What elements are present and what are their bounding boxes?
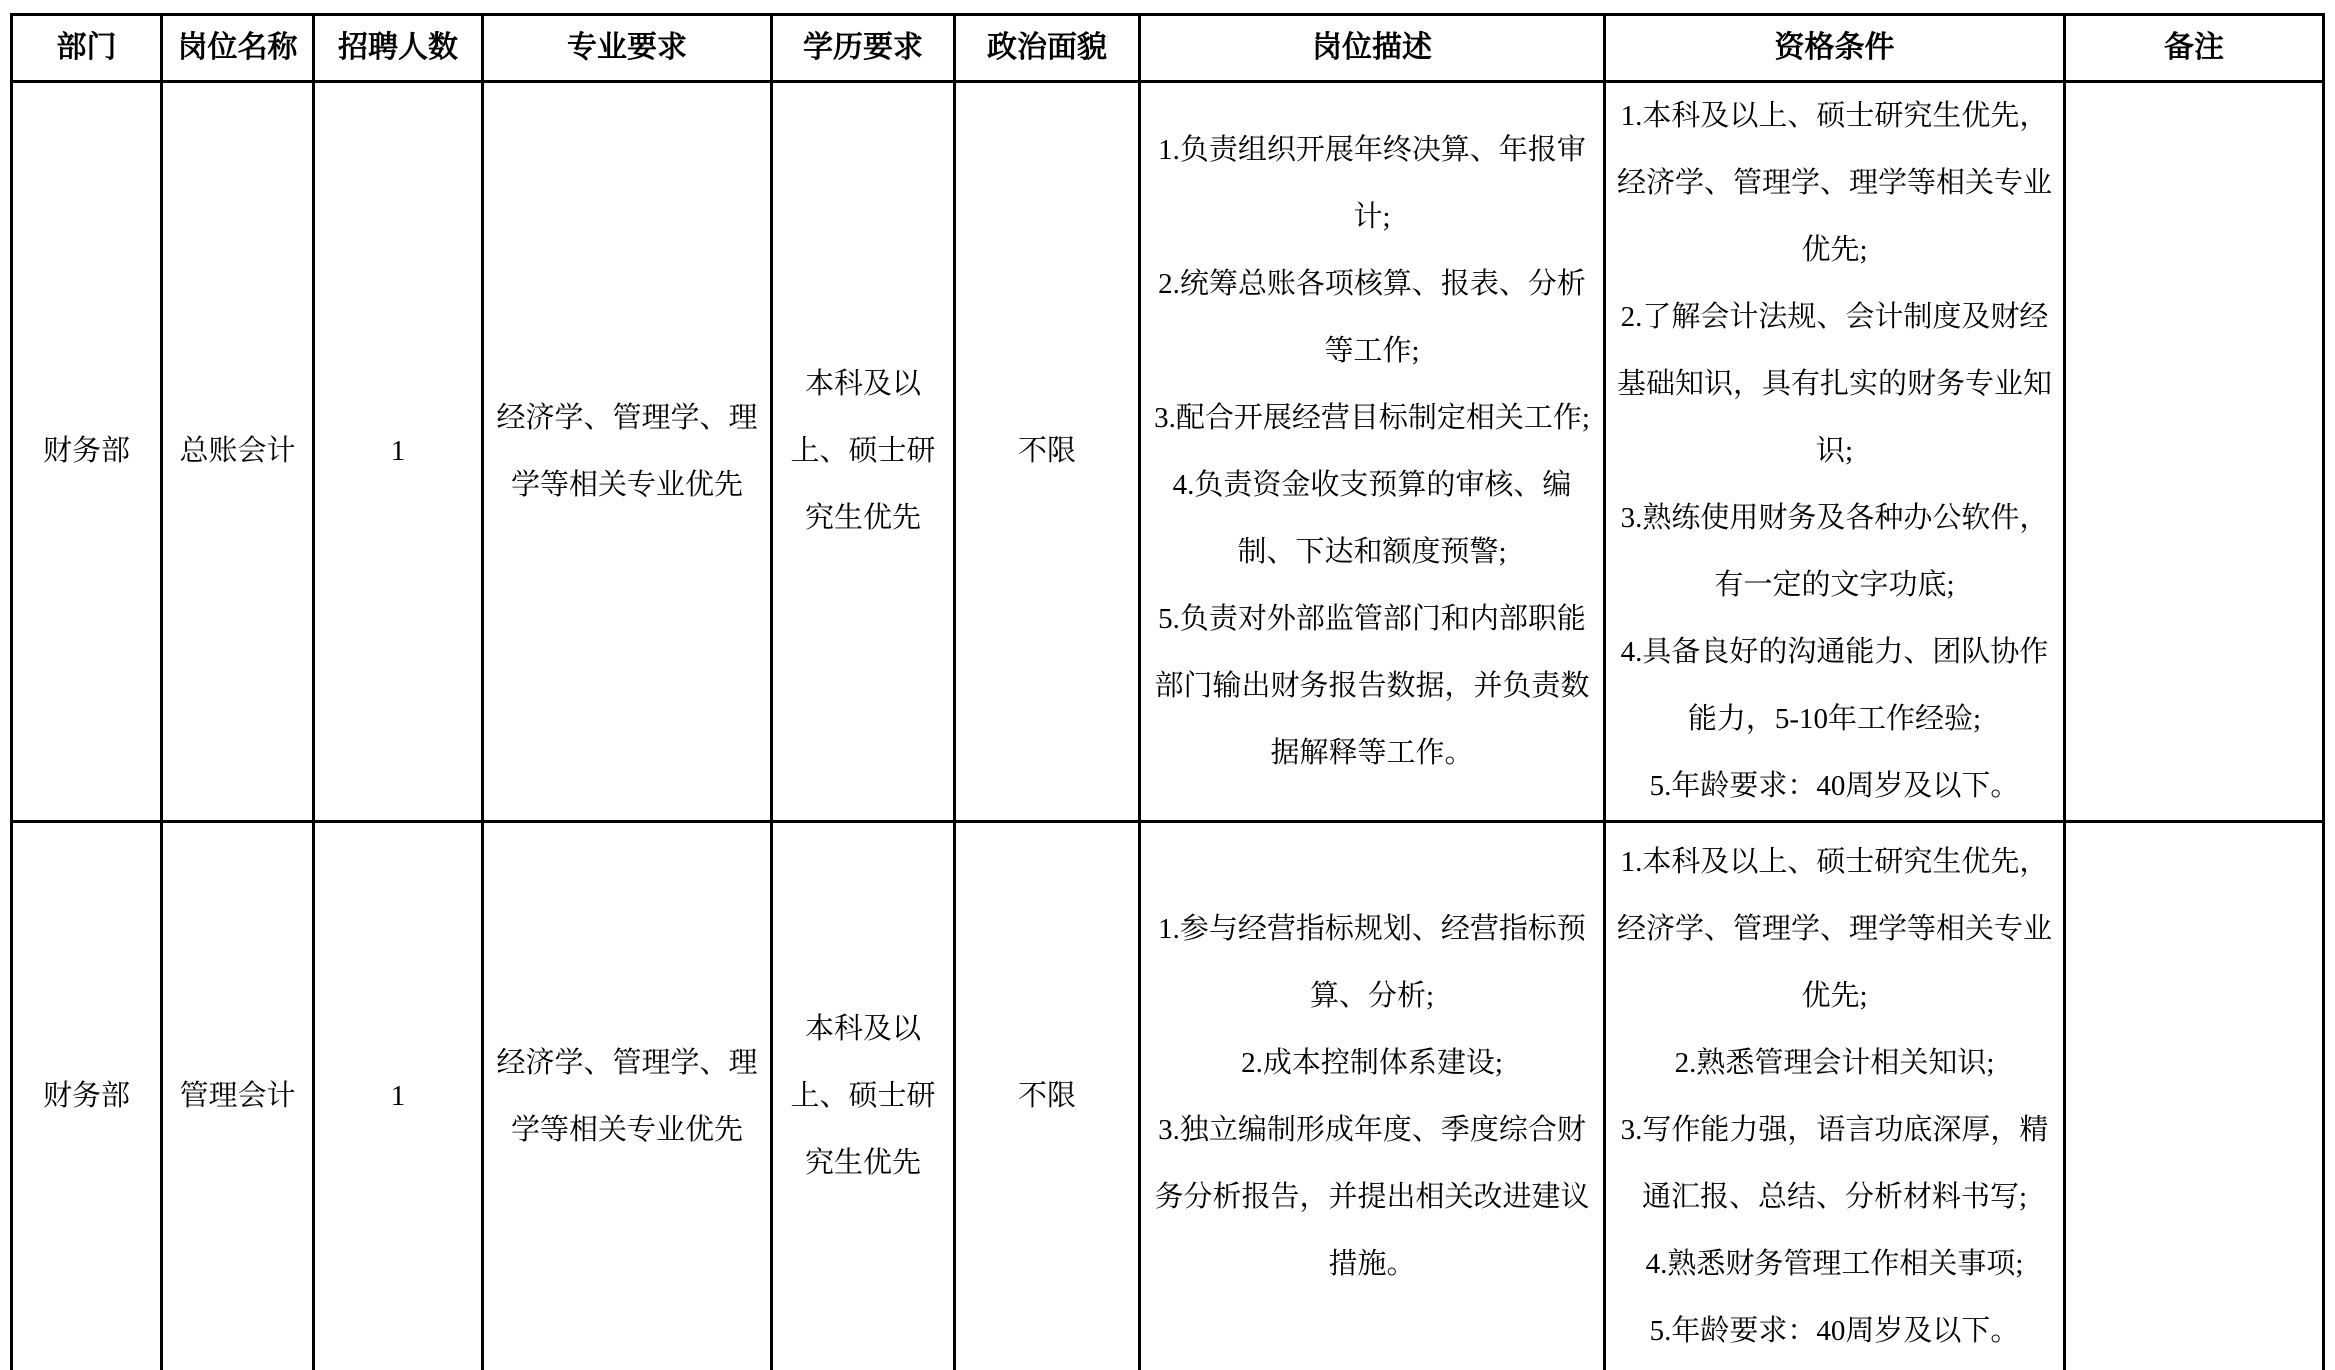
cell-position-name: 总账会计 [162, 82, 314, 822]
cell-education-requirement: 本科及以上、硕士研究生优先 [772, 822, 955, 1370]
header-major-requirement: 专业要求 [483, 15, 772, 82]
list-item: 3.配合开展经营目标制定相关工作; [1154, 401, 1590, 434]
header-qualifications: 资格条件 [1605, 15, 2065, 82]
list-item: 1.负责组织开展年终决算、年报审计; [1158, 133, 1586, 233]
cell-qualifications [1605, 822, 2065, 1370]
cell-job-description [1140, 822, 1605, 1370]
cell-remark [2065, 82, 2324, 822]
cell-major-requirement: 经济学、管理学、理学等相关专业优先 [483, 82, 772, 822]
list-item: 2.统筹总账各项核算、报表、分析等工作; [1158, 267, 1586, 367]
list-item: 2.熟悉管理会计相关知识; [1674, 1046, 1995, 1079]
list-item: 3.写作能力强，语言功底深厚，精通汇报、总结、分析材料书写; [1620, 1113, 2049, 1213]
header-department: 部门 [12, 15, 162, 82]
cell-remark [2065, 822, 2324, 1370]
cell-headcount: 1 [314, 82, 483, 822]
table-row [12, 822, 2324, 1370]
list-item: 2.成本控制体系建设; [1241, 1046, 1503, 1079]
cell-job-description [1140, 82, 1605, 822]
list-item: 4.熟悉财务管理工作相关事项; [1645, 1247, 2024, 1280]
list-item: 4.具备良好的沟通能力、团队协作能力，5-10年工作经验; [1620, 636, 2049, 735]
list-item: 1.本科及以上、硕士研究生优先，经济学、管理学、理学等相关专业优先; [1616, 100, 2052, 266]
header-headcount: 招聘人数 [314, 15, 483, 82]
cell-department: 财务部 [12, 822, 162, 1370]
cell-political-status: 不限 [955, 822, 1140, 1370]
list-item: 2.了解会计法规、会计制度及财经基础知识，具有扎实的财务专业知识; [1616, 301, 2052, 467]
cell-major-requirement: 经济学、管理学、理学等相关专业优先 [483, 822, 772, 1370]
cell-position-name: 管理会计 [162, 822, 314, 1370]
cell-political-status: 不限 [955, 82, 1140, 822]
list-item: 1.参与经营指标规划、经营指标预算、分析; [1158, 912, 1586, 1012]
cell-education-requirement: 本科及以上、硕士研究生优先 [772, 82, 955, 822]
list-item: 3.独立编制形成年度、季度综合财务分析报告，并提出相关改进建议措施。 [1154, 1113, 1590, 1280]
header-remark: 备注 [2065, 15, 2324, 82]
cell-department: 财务部 [12, 82, 162, 822]
header-political-status: 政治面貌 [955, 15, 1140, 82]
cell-headcount: 1 [314, 822, 483, 1370]
header-job-description: 岗位描述 [1140, 15, 1605, 82]
list-item: 5.年龄要求：40周岁及以下。 [1649, 1314, 2020, 1347]
table-row [12, 82, 2324, 822]
list-item: 5.年龄要求：40周岁及以下。 [1649, 770, 2020, 802]
recruitment-table [10, 13, 2325, 1370]
list-item: 3.熟练使用财务及各种办公软件，有一定的文字功底; [1620, 502, 2049, 601]
header-education-requirement: 学历要求 [772, 15, 955, 82]
list-item: 4.负责资金收支预算的审核、编制、下达和额度预警; [1172, 468, 1572, 568]
cell-qualifications [1605, 82, 2065, 822]
list-item: 1.本科及以上、硕士研究生优先，经济学、管理学、理学等相关专业优先; [1616, 845, 2052, 1012]
list-item: 5.负责对外部监管部门和内部职能部门输出财务报告数据，并负责数据解释等工作。 [1154, 602, 1590, 769]
table-header-row [12, 15, 2324, 82]
header-position-name: 岗位名称 [162, 15, 314, 82]
